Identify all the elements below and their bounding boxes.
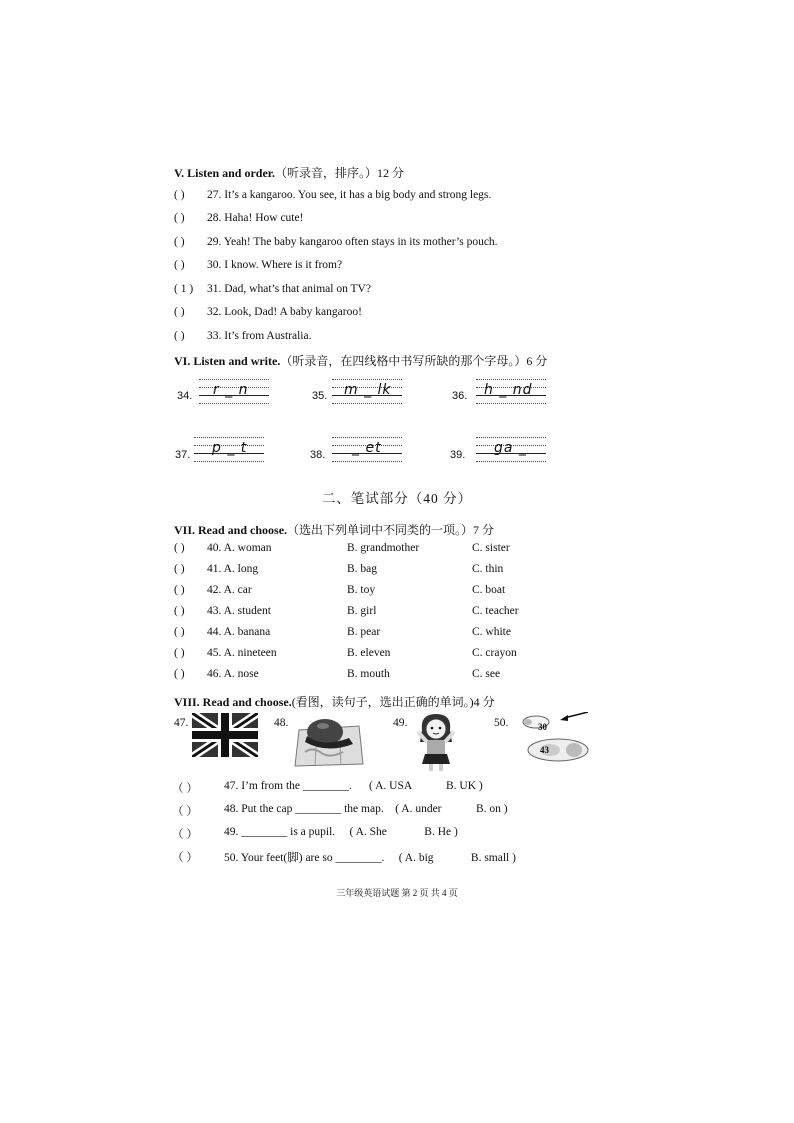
answer-blank[interactable]: ( ) <box>174 330 185 342</box>
option-a: 44. A. banana <box>207 626 271 638</box>
writing-label: 34. <box>177 390 193 402</box>
option-b: B. toy <box>347 584 376 596</box>
list-item: 49. ________ is a pupil. ( A. She B. He ) <box>224 826 458 838</box>
option-b: B. bag <box>347 563 378 575</box>
image-label: 47. <box>174 717 189 729</box>
answer-blank[interactable]: ( ) <box>174 605 185 617</box>
list-item: 33. It’s from Australia. <box>207 330 312 342</box>
image-label: 50. <box>494 717 509 729</box>
section-7-title <box>174 521 494 538</box>
writing-label: 36. <box>452 390 468 402</box>
answer-blank[interactable]: ( ) <box>174 668 185 680</box>
writing-word: m _ lk <box>344 382 392 398</box>
answer-blank[interactable]: ( ) <box>174 306 185 318</box>
answer-blank[interactable]: ( ) <box>174 542 185 554</box>
option-a: 46. A. nose <box>207 668 259 680</box>
list-item: 30. I know. Where is it from? <box>207 259 343 271</box>
option-a: 40. A. woman <box>207 542 272 554</box>
girl-pupil-icon <box>414 712 458 774</box>
answer-blank[interactable]: ( ) <box>174 212 185 224</box>
section-5-title-rest: （听录音，排序。）12 分 <box>275 166 405 180</box>
list-item: 31. Dad, what’s that animal on TV? <box>207 283 371 295</box>
writing-word: r _ n <box>213 382 249 398</box>
four-line-grid[interactable] <box>476 379 546 403</box>
option-a: 41. A. long <box>207 563 259 575</box>
option-b: B. eleven <box>347 647 391 659</box>
section-8-title-rest: (看图，读句子，选出正确的单词。)4 分 <box>291 695 495 709</box>
writing-word: h _ nd <box>484 382 533 398</box>
answer-blank[interactable]: （ ） <box>172 852 198 864</box>
list-item: 48. Put the cap ________ the map. ( A. under B. on ) <box>224 803 508 815</box>
answer-blank[interactable]: （ ） <box>172 829 198 841</box>
page-footer: 三年级英语试题 第 2 页 共 4 页 <box>336 888 458 898</box>
option-b: B. girl <box>347 605 377 617</box>
section-7-title-rest: （选出下列单词中不同类的一项。）7 分 <box>287 523 495 537</box>
answer-blank[interactable]: （ ） <box>172 806 198 818</box>
part-2-title: 二、笔试部分（40 分） <box>321 491 473 506</box>
section-5-title <box>174 164 404 181</box>
answer-blank[interactable]: ( ) <box>174 236 185 248</box>
section-5-title-bold: V. Listen and order. <box>174 166 276 180</box>
answer-blank[interactable]: ( 1 ) <box>174 283 194 295</box>
cap-on-map-icon <box>293 714 365 768</box>
option-a: 43. A. student <box>207 605 271 617</box>
list-item: 50. Your feet(脚) are so ________. ( A. big B. small ) <box>224 852 516 864</box>
section-8-title-bold: VIII. Read and choose. <box>174 695 292 709</box>
option-a: 45. A. nineteen <box>207 647 277 659</box>
image-label: 49. <box>393 717 408 729</box>
section-7-title-bold: VII. Read and choose. <box>174 523 288 537</box>
four-line-grid[interactable] <box>332 379 402 403</box>
answer-blank[interactable]: （ ） <box>172 783 198 795</box>
uk-flag-icon <box>192 713 258 757</box>
image-label: 48. <box>274 717 289 729</box>
section-6-title-rest: （听录音，在四线格中书写所缺的那个字母。）6 分 <box>280 354 548 368</box>
list-item: 47. I’m from the ________. ( A. USA B. UK ) <box>224 780 483 792</box>
writing-word: p _ t <box>212 440 248 456</box>
four-line-grid[interactable] <box>194 437 264 461</box>
answer-blank[interactable]: ( ) <box>174 626 185 638</box>
option-c: C. white <box>472 626 511 638</box>
section-8-title <box>174 693 495 710</box>
option-c: C. boat <box>472 584 506 596</box>
writing-label: 39. <box>450 449 466 461</box>
option-b: B. pear <box>347 626 381 638</box>
option-a: 42. A. car <box>207 584 252 596</box>
section-6-title <box>174 352 547 369</box>
writing-label: 37. <box>175 449 191 461</box>
option-c: C. sister <box>472 542 510 554</box>
list-item: 28. Haha! How cute! <box>207 212 304 224</box>
option-c: C. teacher <box>472 605 519 617</box>
four-line-grid[interactable] <box>476 437 546 461</box>
list-item: 32. Look, Dad! A baby kangaroo! <box>207 306 362 318</box>
four-line-grid[interactable] <box>199 379 269 403</box>
answer-blank[interactable]: ( ) <box>174 259 185 271</box>
writing-label: 38. <box>310 449 326 461</box>
writing-word: ga _ <box>494 440 527 456</box>
option-c: C. crayon <box>472 647 517 659</box>
answer-blank[interactable]: ( ) <box>174 647 185 659</box>
answer-blank[interactable]: ( ) <box>174 189 185 201</box>
writing-word: _ et <box>352 440 382 456</box>
section-6-title-bold: VI. Listen and write. <box>174 354 281 368</box>
list-item: 29. Yeah! The baby kangaroo often stays in its mother’s pouch. <box>207 236 498 248</box>
option-c: C. thin <box>472 563 504 575</box>
option-b: B. grandmother <box>347 542 420 554</box>
writing-label: 35. <box>312 390 328 402</box>
four-line-grid[interactable] <box>332 437 402 461</box>
shoe-prints-icon <box>514 712 594 768</box>
answer-blank[interactable]: ( ) <box>174 584 185 596</box>
list-item: 27. It’s a kangaroo. You see, it has a big body and strong legs. <box>207 189 492 201</box>
answer-blank[interactable]: ( ) <box>174 563 185 575</box>
shoe-size-small: 30 <box>538 722 547 732</box>
option-b: B. mouth <box>347 668 390 680</box>
option-c: C. see <box>472 668 501 680</box>
shoe-size-large: 43 <box>540 745 549 755</box>
